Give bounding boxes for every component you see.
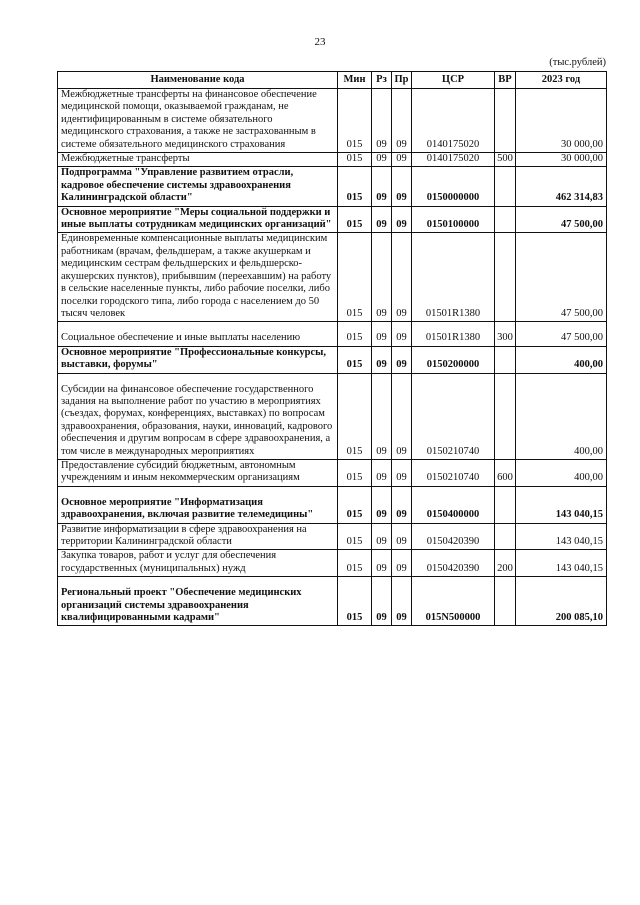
cell-pr: 09	[392, 153, 412, 167]
cell-pr: 09	[392, 550, 412, 577]
cell-csr: 0150400000	[412, 486, 495, 523]
cell-vr	[495, 346, 516, 373]
cell-rz: 09	[372, 153, 392, 167]
cell-rz: 09	[372, 89, 392, 153]
table-row	[58, 233, 607, 322]
budget-table	[57, 71, 607, 626]
table-row	[58, 322, 607, 346]
cell-vr: 500	[495, 153, 516, 167]
cell-csr: 0150210740	[412, 459, 495, 486]
cell-csr: 0150420390	[412, 550, 495, 577]
cell-sum: 462 314,83	[516, 167, 607, 206]
cell-rz: 09	[372, 577, 392, 626]
cell-csr: 0150100000	[412, 206, 495, 233]
cell-rz: 09	[372, 233, 392, 322]
cell-vr	[495, 167, 516, 206]
cell-sum: 400,00	[516, 346, 607, 373]
cell-min: 015	[338, 89, 372, 153]
cell-vr	[495, 523, 516, 550]
cell-name: Развитие информатизации в сфере здравоохранения на территории Калининградской области	[58, 523, 338, 550]
cell-name: Региональный проект "Обеспечение медицинских организаций системы здравоохранения квалифицированными кадрами"	[58, 577, 338, 626]
cell-csr: 0150200000	[412, 346, 495, 373]
cell-sum: 143 040,15	[516, 486, 607, 523]
cell-name: Межбюджетные трансферты	[58, 153, 338, 167]
cell-name: Основное мероприятие "Профессиональные конкурсы, выставки, форумы"	[58, 346, 338, 373]
header-name: Наименование кода	[58, 72, 338, 89]
cell-pr: 09	[392, 89, 412, 153]
cell-vr	[495, 206, 516, 233]
cell-pr: 09	[392, 523, 412, 550]
cell-vr	[495, 233, 516, 322]
cell-rz: 09	[372, 373, 392, 459]
cell-sum: 47 500,00	[516, 206, 607, 233]
cell-name: Субсидии на финансовое обеспечение государственного задания на выполнение работ по участию в мероприятиях (съездах, форумах, конференциях, выставках) по вопросам здравоохранения, образования, науки, инноваций, кадрового обеспечения и другим вопросам в сфере здравоохранения, а том числе в международных мероприятиях	[58, 373, 338, 459]
cell-min: 015	[338, 577, 372, 626]
cell-vr	[495, 577, 516, 626]
cell-rz: 09	[372, 550, 392, 577]
table-row	[58, 486, 607, 523]
cell-csr: 01501R1380	[412, 322, 495, 346]
table-row	[58, 89, 607, 153]
cell-sum: 143 040,15	[516, 550, 607, 577]
cell-min: 015	[338, 167, 372, 206]
page-number: 23	[314, 36, 326, 48]
cell-vr: 300	[495, 322, 516, 346]
cell-min: 015	[338, 550, 372, 577]
cell-rz: 09	[372, 346, 392, 373]
cell-vr: 600	[495, 459, 516, 486]
cell-name: Основное мероприятие "Информатизация здравоохранения, включая развитие телемедицины"	[58, 486, 338, 523]
cell-name: Социальное обеспечение и иные выплаты населению	[58, 322, 338, 346]
table-row	[58, 459, 607, 486]
cell-pr: 09	[392, 577, 412, 626]
cell-min: 015	[338, 233, 372, 322]
cell-min: 015	[338, 153, 372, 167]
cell-sum: 200 085,10	[516, 577, 607, 626]
cell-rz: 09	[372, 486, 392, 523]
cell-name: Подпрограмма "Управление развитием отрасли, кадровое обеспечение системы здравоохранения Калининградской области"	[58, 167, 338, 206]
cell-sum: 30 000,00	[516, 153, 607, 167]
cell-rz: 09	[372, 322, 392, 346]
cell-csr: 0150420390	[412, 523, 495, 550]
table-row	[58, 523, 607, 550]
cell-pr: 09	[392, 206, 412, 233]
cell-vr	[495, 486, 516, 523]
table-row	[58, 153, 607, 167]
cell-sum: 400,00	[516, 459, 607, 486]
table-body	[58, 89, 607, 626]
cell-pr: 09	[392, 373, 412, 459]
table-row	[58, 167, 607, 206]
header-pr: Пр	[392, 72, 412, 89]
cell-vr: 200	[495, 550, 516, 577]
cell-pr: 09	[392, 167, 412, 206]
cell-name: Закупка товаров, работ и услуг для обеспечения государственных (муниципальных) нужд	[58, 550, 338, 577]
cell-min: 015	[338, 486, 372, 523]
cell-pr: 09	[392, 486, 412, 523]
cell-csr: 0140175020	[412, 153, 495, 167]
cell-csr: 0140175020	[412, 89, 495, 153]
header-csr: ЦСР	[412, 72, 495, 89]
cell-name: Основное мероприятие "Меры социальной поддержки и иные выплаты сотрудникам медицинских организаций"	[58, 206, 338, 233]
header-vr: ВР	[495, 72, 516, 89]
cell-sum: 143 040,15	[516, 523, 607, 550]
table-header-row	[58, 72, 607, 89]
cell-min: 015	[338, 206, 372, 233]
cell-csr: 015N500000	[412, 577, 495, 626]
cell-csr: 0150000000	[412, 167, 495, 206]
table-row	[58, 550, 607, 577]
cell-min: 015	[338, 523, 372, 550]
cell-min: 015	[338, 322, 372, 346]
cell-vr	[495, 89, 516, 153]
header-sum: 2023 год	[516, 72, 607, 89]
cell-rz: 09	[372, 206, 392, 233]
table-row	[58, 577, 607, 626]
units-label: (тыс.рублей)	[549, 57, 606, 68]
cell-name: Предоставление субсидий бюджетным, автономным учреждениям и иным некоммерческим организациям	[58, 459, 338, 486]
cell-name: Единовременные компенсационные выплаты медицинским работникам (врачам, фельдшерам, а также акушеркам и медицинским сестрам фельдшерских и фельдшерско-акушерских пунктов), прибывшим (переехавшим) на работу в сельские населенные пункты, либо рабочие поселки, либо поселки городского типа, либо города с населением до 50 тысяч человек	[58, 233, 338, 322]
header-min: Мин	[338, 72, 372, 89]
cell-pr: 09	[392, 322, 412, 346]
cell-vr	[495, 373, 516, 459]
cell-pr: 09	[392, 233, 412, 322]
cell-min: 015	[338, 459, 372, 486]
cell-sum: 47 500,00	[516, 233, 607, 322]
cell-sum: 400,00	[516, 373, 607, 459]
cell-pr: 09	[392, 459, 412, 486]
cell-pr: 09	[392, 346, 412, 373]
cell-csr: 01501R1380	[412, 233, 495, 322]
table-row	[58, 206, 607, 233]
cell-min: 015	[338, 346, 372, 373]
cell-rz: 09	[372, 523, 392, 550]
table-row	[58, 373, 607, 459]
cell-name: Межбюджетные трансферты на финансовое обеспечение медицинской помощи, оказываемой гражданам, не идентифицированным в системе обязательного медицинского страхования, а также не застрахованным в системе обязательного медицинского страхования	[58, 89, 338, 153]
cell-min: 015	[338, 373, 372, 459]
cell-rz: 09	[372, 459, 392, 486]
header-rz: Рз	[372, 72, 392, 89]
table-row	[58, 346, 607, 373]
cell-rz: 09	[372, 167, 392, 206]
cell-sum: 47 500,00	[516, 322, 607, 346]
cell-sum: 30 000,00	[516, 89, 607, 153]
cell-csr: 0150210740	[412, 373, 495, 459]
